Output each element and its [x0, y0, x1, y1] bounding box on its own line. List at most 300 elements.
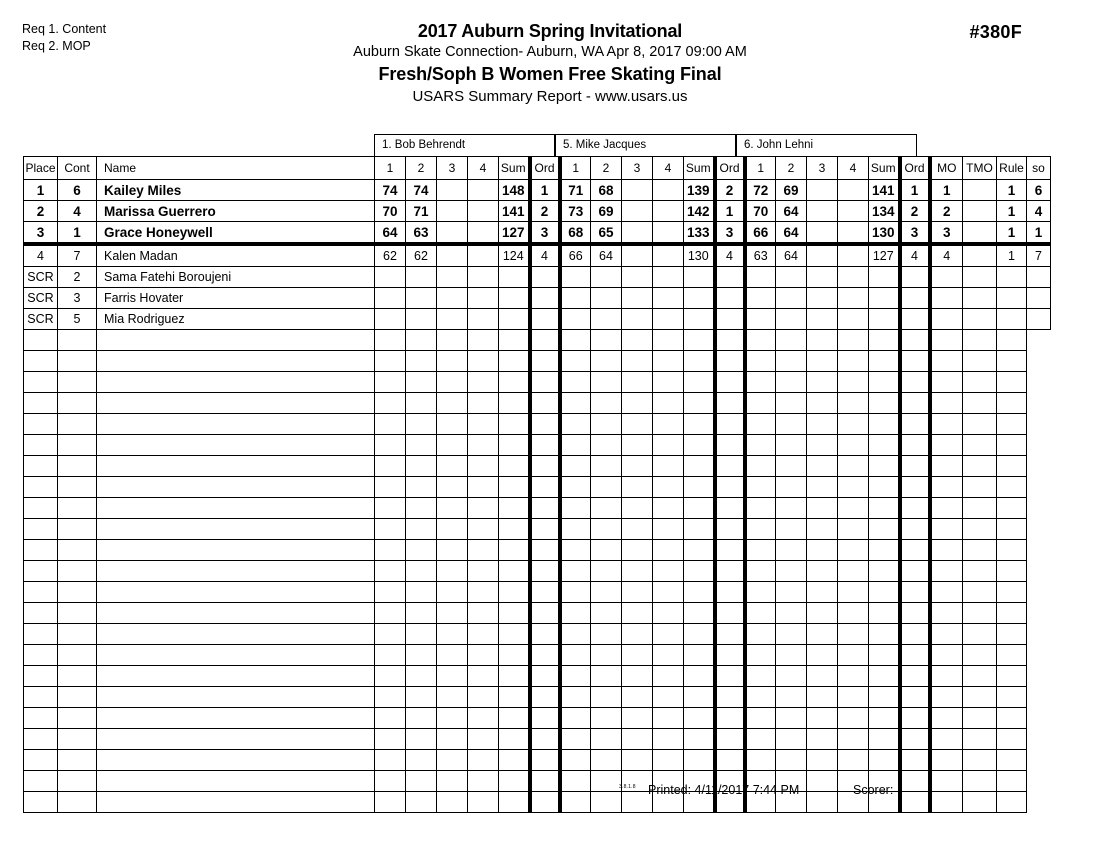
cell-empty: [406, 603, 437, 624]
cell-empty: [591, 603, 622, 624]
cell-empty: [530, 435, 560, 456]
cell-empty: [58, 435, 97, 456]
cell-empty: [499, 540, 530, 561]
cell-tmo: [963, 244, 997, 267]
col-header-j2-mark-4: 4: [653, 157, 684, 180]
cell-empty: [745, 624, 776, 645]
cell-empty: [807, 687, 838, 708]
cell-empty: [930, 477, 963, 498]
cell-empty: [900, 519, 930, 540]
cell-empty: [591, 624, 622, 645]
requirement-line-1: Req 1. Content: [22, 22, 107, 36]
cell-empty: [530, 477, 560, 498]
cell-j3-ord: 3: [900, 222, 930, 245]
cell-empty: [838, 498, 869, 519]
cell-empty: [591, 645, 622, 666]
cell-j1-mark-2: 62: [406, 244, 437, 267]
cell-empty: [963, 519, 997, 540]
cell-empty: [375, 645, 406, 666]
cell-j3-mark-1: 66: [745, 222, 776, 245]
col-header-name: Name: [97, 157, 375, 180]
cell-j2-mark-1: 71: [560, 180, 591, 201]
cell-j1-mark-2: [406, 309, 437, 330]
cell-empty: [24, 519, 58, 540]
table-row-empty[interactable]: [24, 750, 1051, 771]
cell-mo: [930, 309, 963, 330]
table-row-empty[interactable]: [24, 519, 1051, 540]
cell-empty: [591, 393, 622, 414]
cell-j2-ord: 4: [715, 244, 745, 267]
cell-empty: [715, 645, 745, 666]
cell-empty: [530, 729, 560, 750]
cell-empty: [58, 561, 97, 582]
cell-j1-mark-2: 63: [406, 222, 437, 245]
cell-empty: [468, 561, 499, 582]
cell-empty: [622, 645, 653, 666]
cell-empty: [468, 624, 499, 645]
cell-tmo: [963, 222, 997, 245]
col-header-j1-mark-2: 2: [406, 157, 437, 180]
table-body: [24, 180, 1051, 813]
cell-empty: [869, 456, 900, 477]
table-row-empty[interactable]: [24, 435, 1051, 456]
cell-empty: [468, 456, 499, 477]
cell-empty: [560, 456, 591, 477]
cell-empty: [838, 687, 869, 708]
cell-empty: [437, 561, 468, 582]
cell-empty: [530, 666, 560, 687]
results-table: [23, 156, 1051, 813]
cell-empty: [468, 582, 499, 603]
table-row-empty[interactable]: [24, 687, 1051, 708]
cell-empty: [869, 729, 900, 750]
cell-empty: [869, 477, 900, 498]
cell-empty: [869, 330, 900, 351]
cell-j3-mark-4: [838, 309, 869, 330]
cell-empty: [684, 645, 715, 666]
cell-empty: [653, 456, 684, 477]
cell-empty: [776, 414, 807, 435]
cell-empty: [591, 540, 622, 561]
cell-empty: [437, 687, 468, 708]
cell-empty: [900, 645, 930, 666]
cell-empty: [715, 330, 745, 351]
cell-empty: [684, 414, 715, 435]
cell-empty: [745, 603, 776, 624]
cell-j2-ord: 3: [715, 222, 745, 245]
cell-empty: [97, 729, 375, 750]
cell-empty: [838, 645, 869, 666]
cell-empty: [375, 561, 406, 582]
table-row-empty[interactable]: [24, 477, 1051, 498]
cell-empty: [58, 330, 97, 351]
cell-j1-mark-4: [468, 244, 499, 267]
cell-empty: [499, 687, 530, 708]
cell-empty: [437, 351, 468, 372]
cell-empty: [807, 414, 838, 435]
cell-empty: [97, 435, 375, 456]
cell-empty: [653, 645, 684, 666]
cell-empty: [58, 372, 97, 393]
cell-empty: [963, 498, 997, 519]
cell-empty: [591, 687, 622, 708]
cell-j3-sum: [869, 267, 900, 288]
cell-empty: [653, 330, 684, 351]
cell-j2-ord: [715, 288, 745, 309]
cell-name: Farris Hovater: [97, 288, 375, 309]
cell-empty: [530, 393, 560, 414]
cell-empty: [745, 519, 776, 540]
cell-empty: [900, 603, 930, 624]
cell-empty: [437, 498, 468, 519]
cell-empty: [375, 372, 406, 393]
cell-empty: [869, 708, 900, 729]
cell-empty: [499, 624, 530, 645]
cell-empty: [406, 729, 437, 750]
col-header-j3-ord: Ord: [900, 157, 930, 180]
cell-tmo: [963, 267, 997, 288]
cell-empty: [560, 750, 591, 771]
cell-empty: [653, 708, 684, 729]
cell-j2-mark-3: [622, 288, 653, 309]
cell-empty: [437, 393, 468, 414]
cell-empty: [776, 435, 807, 456]
cell-empty: [97, 666, 375, 687]
cell-j3-mark-2: [776, 309, 807, 330]
cell-empty: [622, 393, 653, 414]
cell-rule: [997, 309, 1027, 330]
cell-empty: [406, 540, 437, 561]
table-row-empty[interactable]: [24, 393, 1051, 414]
col-header-j1-mark-3: 3: [437, 157, 468, 180]
cell-empty: [653, 372, 684, 393]
cell-empty: [745, 666, 776, 687]
cell-empty: [900, 708, 930, 729]
cell-empty: [58, 666, 97, 687]
cell-empty: [715, 414, 745, 435]
table-row-empty[interactable]: [24, 414, 1051, 435]
table-row-empty[interactable]: [24, 645, 1051, 666]
cell-place: SCR: [24, 309, 58, 330]
cell-empty: [530, 372, 560, 393]
cell-empty: [530, 456, 560, 477]
col-header-j3-mark-1: 1: [745, 157, 776, 180]
cell-j3-sum: 130: [869, 222, 900, 245]
cell-empty: [622, 519, 653, 540]
cell-empty: [406, 708, 437, 729]
cell-empty: [715, 477, 745, 498]
cell-empty: [97, 540, 375, 561]
cell-empty: [653, 498, 684, 519]
table-row[interactable]: [24, 222, 1051, 245]
table-row-empty[interactable]: [24, 498, 1051, 519]
cell-empty: [900, 624, 930, 645]
cell-empty: [997, 624, 1027, 645]
cell-empty: [468, 393, 499, 414]
cell-empty: [776, 372, 807, 393]
table-row-empty[interactable]: [24, 351, 1051, 372]
col-header-place: Place: [24, 157, 58, 180]
cell-empty: [437, 477, 468, 498]
cell-empty: [684, 540, 715, 561]
cell-j2-mark-4: [653, 288, 684, 309]
cell-empty: [653, 666, 684, 687]
cell-empty: [622, 729, 653, 750]
cell-j1-sum: 124: [499, 244, 530, 267]
cell-empty: [776, 729, 807, 750]
cell-empty: [838, 582, 869, 603]
cell-empty: [375, 666, 406, 687]
cell-empty: [499, 351, 530, 372]
cell-empty: [930, 750, 963, 771]
table-row-empty[interactable]: [24, 603, 1051, 624]
table-row-empty[interactable]: [24, 708, 1051, 729]
cell-empty: [807, 561, 838, 582]
table-row-empty[interactable]: [24, 540, 1051, 561]
cell-empty: [591, 330, 622, 351]
cell-empty: [437, 645, 468, 666]
cell-empty: [653, 729, 684, 750]
col-header-j1-ord: Ord: [530, 157, 560, 180]
cell-empty: [963, 624, 997, 645]
table-row[interactable]: [24, 267, 1051, 288]
cell-empty: [745, 729, 776, 750]
cell-j2-sum: [684, 267, 715, 288]
cell-j1-sum: [499, 267, 530, 288]
cell-j1-mark-3: [437, 288, 468, 309]
cell-empty: [591, 561, 622, 582]
cell-empty: [375, 540, 406, 561]
cell-empty: [530, 603, 560, 624]
cell-j2-mark-3: [622, 201, 653, 222]
cell-j3-mark-3: [807, 244, 838, 267]
cell-empty: [684, 351, 715, 372]
cell-empty: [838, 456, 869, 477]
cell-empty: [468, 435, 499, 456]
cell-empty: [97, 708, 375, 729]
cell-empty: [715, 456, 745, 477]
cell-empty: [375, 330, 406, 351]
cell-empty: [745, 687, 776, 708]
cell-cont: 7: [58, 244, 97, 267]
page-title: 2017 Auburn Spring Invitational: [417, 21, 683, 41]
judge-header-2: 5. Mike Jacques: [555, 134, 736, 156]
cell-empty: [930, 393, 963, 414]
cell-empty: [375, 393, 406, 414]
cell-empty: [838, 624, 869, 645]
cell-empty: [499, 393, 530, 414]
cell-empty: [406, 372, 437, 393]
cell-empty: [622, 603, 653, 624]
cell-empty: [963, 729, 997, 750]
cell-rule: 1: [997, 201, 1027, 222]
document-number: #380F: [969, 22, 1022, 42]
cell-empty: [468, 372, 499, 393]
cell-empty: [530, 540, 560, 561]
col-header-j3-sum: Sum: [869, 157, 900, 180]
cell-empty: [58, 687, 97, 708]
cell-empty: [745, 393, 776, 414]
cell-j3-ord: [900, 267, 930, 288]
table-row[interactable]: [24, 244, 1051, 267]
cell-empty: [653, 750, 684, 771]
cell-cont: 1: [58, 222, 97, 245]
cell-j3-mark-3: [807, 309, 838, 330]
cell-empty: [468, 351, 499, 372]
cell-empty: [560, 582, 591, 603]
cell-empty: [684, 372, 715, 393]
cell-empty: [560, 540, 591, 561]
cell-empty: [406, 393, 437, 414]
cell-tmo: [963, 309, 997, 330]
cell-empty: [715, 729, 745, 750]
cell-empty: [58, 582, 97, 603]
cell-empty: [776, 330, 807, 351]
table-row-empty[interactable]: [24, 456, 1051, 477]
cell-empty: [963, 687, 997, 708]
cell-j3-mark-4: [838, 222, 869, 245]
cell-j3-mark-3: [807, 180, 838, 201]
cell-empty: [499, 750, 530, 771]
cell-empty: [900, 351, 930, 372]
cell-empty: [776, 666, 807, 687]
cell-empty: [468, 708, 499, 729]
cell-empty: [375, 351, 406, 372]
table-row-empty[interactable]: [24, 372, 1051, 393]
cell-empty: [58, 624, 97, 645]
cell-empty: [963, 708, 997, 729]
cell-empty: [560, 477, 591, 498]
cell-empty: [807, 666, 838, 687]
cell-empty: [560, 645, 591, 666]
cell-empty: [97, 456, 375, 477]
col-header-tmo: TMO: [963, 157, 997, 180]
cell-empty: [900, 729, 930, 750]
table-row-empty[interactable]: [24, 624, 1051, 645]
cell-empty: [499, 729, 530, 750]
table-row[interactable]: [24, 309, 1051, 330]
cell-empty: [869, 624, 900, 645]
cell-empty: [591, 582, 622, 603]
cell-empty: [560, 393, 591, 414]
table-row[interactable]: [24, 288, 1051, 309]
cell-j1-ord: 4: [530, 244, 560, 267]
cell-empty: [963, 582, 997, 603]
cell-empty: [838, 708, 869, 729]
cell-j2-ord: [715, 309, 745, 330]
cell-empty: [653, 582, 684, 603]
cell-empty: [653, 540, 684, 561]
cell-j1-ord: 3: [530, 222, 560, 245]
cell-empty: [468, 603, 499, 624]
cell-empty: [930, 687, 963, 708]
cell-empty: [437, 666, 468, 687]
cell-empty: [58, 729, 97, 750]
cell-j3-mark-4: [838, 180, 869, 201]
cell-empty: [24, 666, 58, 687]
cell-empty: [715, 498, 745, 519]
cell-empty: [997, 645, 1027, 666]
cell-rule: 1: [997, 244, 1027, 267]
cell-empty: [468, 477, 499, 498]
cell-j3-ord: [900, 288, 930, 309]
cell-empty: [807, 729, 838, 750]
table-row[interactable]: [24, 201, 1051, 222]
cell-empty: [375, 435, 406, 456]
cell-empty: [560, 624, 591, 645]
cell-empty: [838, 435, 869, 456]
cell-j3-sum: 141: [869, 180, 900, 201]
cell-empty: [900, 750, 930, 771]
cell-empty: [560, 498, 591, 519]
cell-empty: [499, 435, 530, 456]
cell-j2-mark-2: 65: [591, 222, 622, 245]
cell-empty: [838, 666, 869, 687]
cell-empty: [406, 687, 437, 708]
cell-so: 4: [1027, 201, 1051, 222]
cell-j1-mark-2: 74: [406, 180, 437, 201]
cell-empty: [838, 750, 869, 771]
col-header-j2-mark-3: 3: [622, 157, 653, 180]
cell-empty: [530, 687, 560, 708]
cell-place: 2: [24, 201, 58, 222]
cell-empty: [622, 372, 653, 393]
cell-empty: [530, 561, 560, 582]
table-row[interactable]: [24, 180, 1051, 201]
cell-j1-ord: 1: [530, 180, 560, 201]
cell-empty: [560, 414, 591, 435]
cell-empty: [807, 477, 838, 498]
cell-empty: [930, 708, 963, 729]
col-header-cont: Cont: [58, 157, 97, 180]
cell-empty: [591, 729, 622, 750]
cell-empty: [930, 624, 963, 645]
cell-j1-mark-1: [375, 288, 406, 309]
cell-j2-mark-2: [591, 309, 622, 330]
cell-empty: [715, 582, 745, 603]
table-row-empty[interactable]: [24, 330, 1051, 351]
cell-empty: [622, 666, 653, 687]
cell-empty: [499, 561, 530, 582]
cell-empty: [807, 498, 838, 519]
cell-empty: [591, 456, 622, 477]
cell-empty: [97, 519, 375, 540]
cell-empty: [406, 351, 437, 372]
cell-j3-mark-1: 72: [745, 180, 776, 201]
cell-empty: [869, 750, 900, 771]
cell-j2-sum: 133: [684, 222, 715, 245]
cell-empty: [684, 708, 715, 729]
cell-empty: [997, 498, 1027, 519]
table-row-empty[interactable]: [24, 561, 1051, 582]
version-label: 3.8.1.8: [619, 784, 636, 790]
table-row-empty[interactable]: [24, 582, 1051, 603]
cell-empty: [653, 687, 684, 708]
cell-empty: [869, 561, 900, 582]
cell-empty: [900, 393, 930, 414]
table-row-empty[interactable]: [24, 666, 1051, 687]
cell-empty: [997, 666, 1027, 687]
col-header-rule: Rule: [997, 157, 1027, 180]
cell-j3-mark-3: [807, 201, 838, 222]
cell-empty: [715, 519, 745, 540]
cell-empty: [24, 624, 58, 645]
cell-empty: [900, 687, 930, 708]
table-row-empty[interactable]: [24, 729, 1051, 750]
cell-empty: [622, 708, 653, 729]
cell-empty: [375, 414, 406, 435]
cell-empty: [684, 477, 715, 498]
